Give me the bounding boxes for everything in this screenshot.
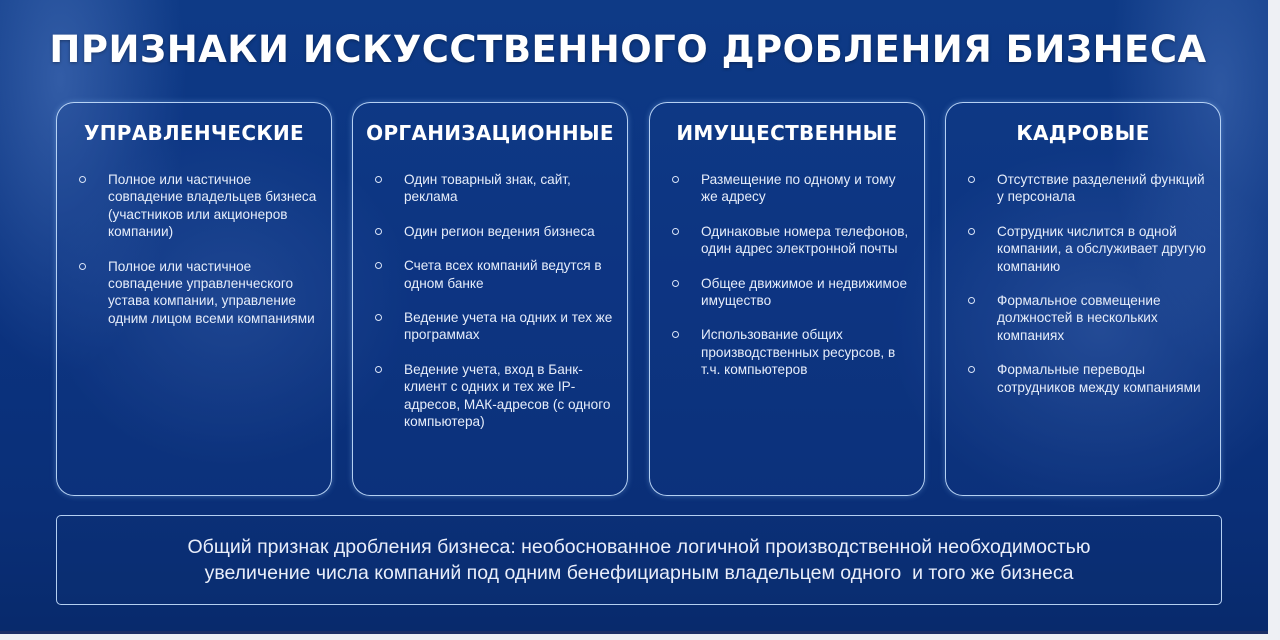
- circle-bullet-icon: [672, 228, 679, 235]
- list-item: [668, 223, 912, 258]
- circle-bullet-icon: [968, 228, 975, 235]
- card-list: [650, 171, 924, 379]
- circle-bullet-icon: [672, 331, 679, 338]
- card-property: [649, 102, 925, 496]
- list-item: [371, 309, 615, 344]
- circle-bullet-icon: [375, 176, 382, 183]
- list-item-text: Размещение по одному и тому же адресу: [701, 172, 896, 205]
- list-item: [668, 326, 912, 378]
- card-title: УПРАВЛЕНЧЕСКИЕ: [83, 121, 304, 145]
- slide-title: ПРИЗНАКИ ИСКУССТВЕННОГО ДРОБЛЕНИЯ БИЗНЕСА: [49, 28, 1207, 71]
- card-management: [56, 102, 332, 496]
- card-personnel: [945, 102, 1221, 496]
- card-list: [946, 171, 1220, 396]
- list-item-text: Формальные переводы сотрудников между компаниями: [997, 362, 1201, 395]
- summary-line-1: Общий признак дробления бизнеса: необоснованное логичной производственной необходимостью: [187, 536, 1091, 558]
- card-title: ИМУЩЕСТВЕННЫЕ: [676, 121, 898, 145]
- list-item-text: Отсутствие разделений функций у персонала: [997, 172, 1205, 205]
- list-item: [668, 275, 912, 310]
- list-item: [371, 361, 615, 431]
- circle-bullet-icon: [968, 176, 975, 183]
- list-item: [75, 258, 319, 328]
- list-item: [964, 361, 1208, 396]
- list-item: [75, 171, 319, 241]
- list-item: [964, 223, 1208, 275]
- list-item-text: Общее движимое и недвижимое имущество: [701, 275, 908, 309]
- card-list: [353, 171, 627, 430]
- list-item: [964, 292, 1208, 344]
- circle-bullet-icon: [968, 297, 975, 304]
- list-item-text: Использование общих производственных ресурсов, в т.ч. компьютеров: [701, 327, 896, 378]
- list-item: [371, 171, 615, 206]
- list-item-text: Счета всех компаний ведутся в одном банке: [404, 258, 602, 291]
- circle-bullet-icon: [79, 263, 86, 270]
- list-item-text: Полное или частичное совпадение владельцев бизнеса (участников или акционеров компании): [108, 172, 317, 240]
- list-item: [371, 257, 615, 292]
- card-list: [57, 171, 331, 327]
- list-item-text: Один товарный знак, сайт, реклама: [404, 172, 571, 205]
- circle-bullet-icon: [375, 314, 382, 321]
- list-item-text: Одинаковые номера телефонов, один адрес электронной почты: [701, 223, 909, 257]
- circle-bullet-icon: [79, 176, 86, 183]
- circle-bullet-icon: [375, 262, 382, 269]
- list-item-text: Сотрудник числится в одной компании, а обслуживает другую компанию: [997, 223, 1206, 274]
- list-item-text: Полное или частичное совпадение управленческого устава компании, управление одним лицом всеми компаниями: [108, 258, 315, 326]
- list-item: [371, 223, 615, 240]
- list-item-text: Ведение учета на одних и тех же программах: [404, 310, 613, 343]
- circle-bullet-icon: [968, 366, 975, 373]
- circle-bullet-icon: [375, 366, 382, 373]
- list-item: [964, 171, 1208, 206]
- list-item-text: Один регион ведения бизнеса: [404, 223, 595, 239]
- circle-bullet-icon: [375, 228, 382, 235]
- list-item-text: Ведение учета, вход в Банк-клиент с одних и тех же IP-адресов, МАК-адресов (с одного компьютера): [404, 361, 611, 430]
- circle-bullet-icon: [672, 176, 679, 183]
- list-item: [668, 171, 912, 206]
- summary-box: [56, 515, 1222, 605]
- summary-line-2: увеличение числа компаний под одним бенефициарным владельцем одного и того же бизнеса: [204, 562, 1074, 584]
- card-organizational: [352, 102, 628, 496]
- circle-bullet-icon: [672, 280, 679, 287]
- card-title: ОРГАНИЗАЦИОННЫЕ: [366, 121, 614, 145]
- list-item-text: Формальное совмещение должностей в нескольких компаниях: [997, 293, 1161, 343]
- card-title: КАДРОВЫЕ: [1016, 121, 1150, 145]
